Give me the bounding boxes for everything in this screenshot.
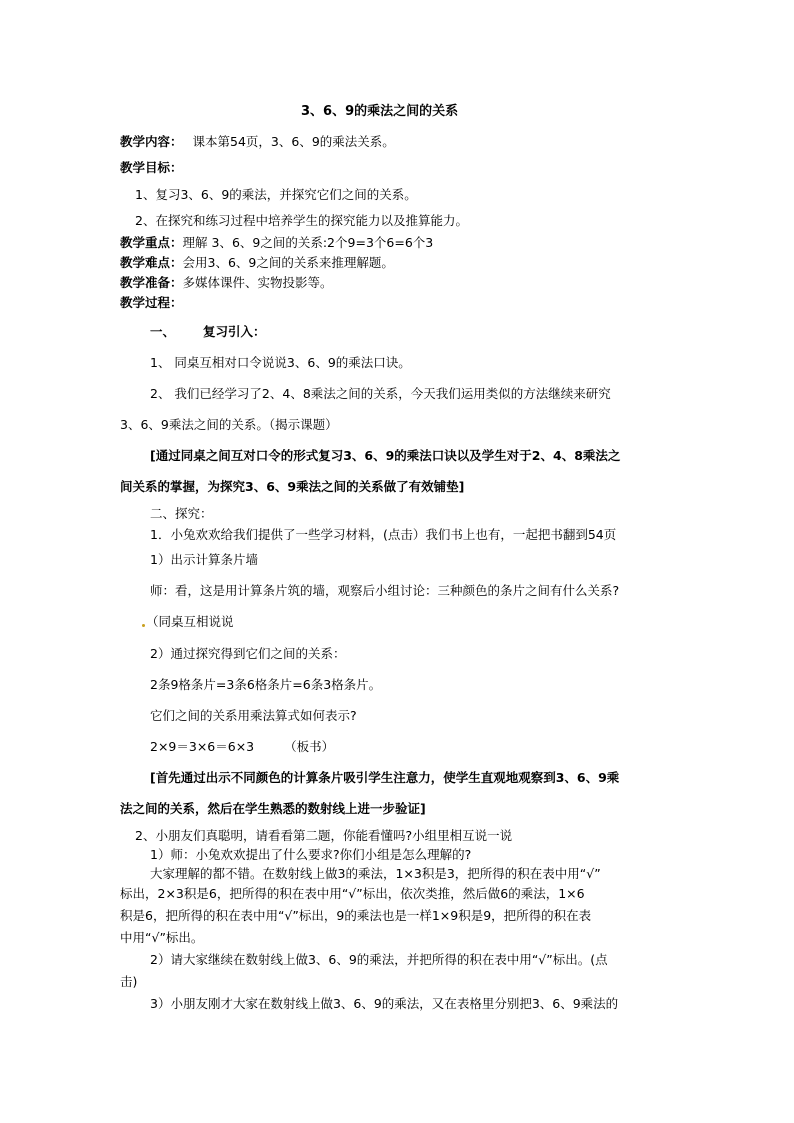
goals-label: 教学目标： xyxy=(120,160,183,175)
section1-number: 一、 xyxy=(150,324,176,339)
section1-item-2-line1: 2、 我们已经学习了2、4、8乘法之间的关系，今天我们运用类似的方法继续来研究 xyxy=(150,386,611,401)
section2-heading: 二、探究： xyxy=(150,506,213,521)
preparation-row xyxy=(120,274,333,292)
section1-note-line2: 间关系的掌握，为探究3、6、9乘法之间的关系做了有效铺垫] xyxy=(120,479,465,494)
goal-item-1: 1、复习3、6、9的乘法，并探究它们之间的关系。 xyxy=(135,187,417,202)
relation-statement: 2条9格条片=3条6格条片=6条3格条片。 xyxy=(150,677,382,692)
content-row xyxy=(120,133,395,151)
step2-sub-1: 1）师：小兔欢欢提出了什么要求?你们小组是怎么理解的? xyxy=(150,847,472,862)
stray-dot-mark xyxy=(142,624,145,627)
teacher-question: 师：看，这是用计算条片筑的墙，观察后小组讨论：三种颜色的条片之间有什么关系? xyxy=(150,583,620,598)
section2-sub-2: 2）通过探究得到它们之间的关系： xyxy=(150,646,346,661)
pair-discussion: （同桌互相说说 xyxy=(146,614,234,629)
formula: 2×9＝3×6＝6×3 xyxy=(150,739,255,754)
content-label: 教学内容： xyxy=(120,134,183,149)
process-label: 教学过程： xyxy=(120,295,183,310)
formula-row xyxy=(150,738,334,756)
goal-item-2: 2、在探究和练习过程中培养学生的探究能力以及推算能力。 xyxy=(135,213,468,228)
section2-step-1: 1．小兔欢欢给我们提供了一些学习材料，(点击）我们书上也有，一起把书翻到54页 xyxy=(150,527,617,542)
section2-note-line2: 法之间的关系，然后在学生熟悉的数射线上进一步验证] xyxy=(120,801,426,816)
preparation-text: 多媒体课件、实物投影等。 xyxy=(182,275,333,290)
section2-step-2: 2、小朋友们真聪明，请看看第二题，你能看懂吗?小组里相互说一说 xyxy=(135,828,513,843)
preparation-label: 教学准备： xyxy=(120,275,183,290)
key-point-label: 教学重点： xyxy=(120,235,183,250)
section1-item-1: 1、 同桌互相对口令说说3、6、9的乘法口诀。 xyxy=(150,355,411,370)
step2-sub-2-line2: 击) xyxy=(120,974,138,989)
explanation-line-2: 标出，2×3积是6，把所得的积在表中用“√”标出，依次类推，然后做6的乘法，1×6 xyxy=(120,886,585,901)
section2-sub-1: 1）出示计算条片墙 xyxy=(150,552,258,567)
explanation-line-4: 中用“√”标出。 xyxy=(120,930,204,945)
section1-heading: 复习引入： xyxy=(203,324,266,339)
difficulty-row xyxy=(120,254,394,272)
board-note: （板书） xyxy=(284,739,335,754)
key-point-text: 理解 3、6、9之间的关系:2个9=3个6=6个3 xyxy=(182,235,434,250)
difficulty-text: 会用3、6、9之间的关系来推理解题。 xyxy=(182,255,394,270)
step2-sub-3: 3）小朋友刚才大家在数射线上做3、6、9的乘法，又在表格里分别把3、6、9乘法的 xyxy=(150,996,619,1011)
section2-note-line1: [首先通过出示不同颜色的计算条片吸引学生注意力，使学生直观地观察到3、6、9乘 xyxy=(150,770,620,785)
explanation-line-3: 积是6，把所得的积在表中用“√”标出，9的乘法也是一样1×9积是9，把所得的积在表 xyxy=(120,908,592,923)
difficulty-label: 教学难点： xyxy=(120,255,183,270)
explanation-line-1: 大家理解的都不错。在数射线上做3的乘法，1×3积是3，把所得的积在表中用“√” xyxy=(150,866,601,881)
content-text: 课本第54页，3、6、9的乘法关系。 xyxy=(192,134,395,149)
section1-item-2-line2: 3、6、9乘法之间的关系。（揭示课题） xyxy=(120,417,338,432)
page-title: 3、6、9的乘法之间的关系 xyxy=(301,104,459,119)
section1-note-line1: [通过同桌之间互对口令的形式复习3、6、9的乘法口诀以及学生对于2、4、8乘法之 xyxy=(150,448,621,463)
formula-question: 它们之间的关系用乘法算式如何表示? xyxy=(150,708,357,723)
key-point-row xyxy=(120,234,433,252)
section1-heading-row xyxy=(150,323,266,341)
step2-sub-2-line1: 2）请大家继续在数射线上做3、6、9的乘法，并把所得的积在表中用“√”标出。(点 xyxy=(150,952,608,967)
